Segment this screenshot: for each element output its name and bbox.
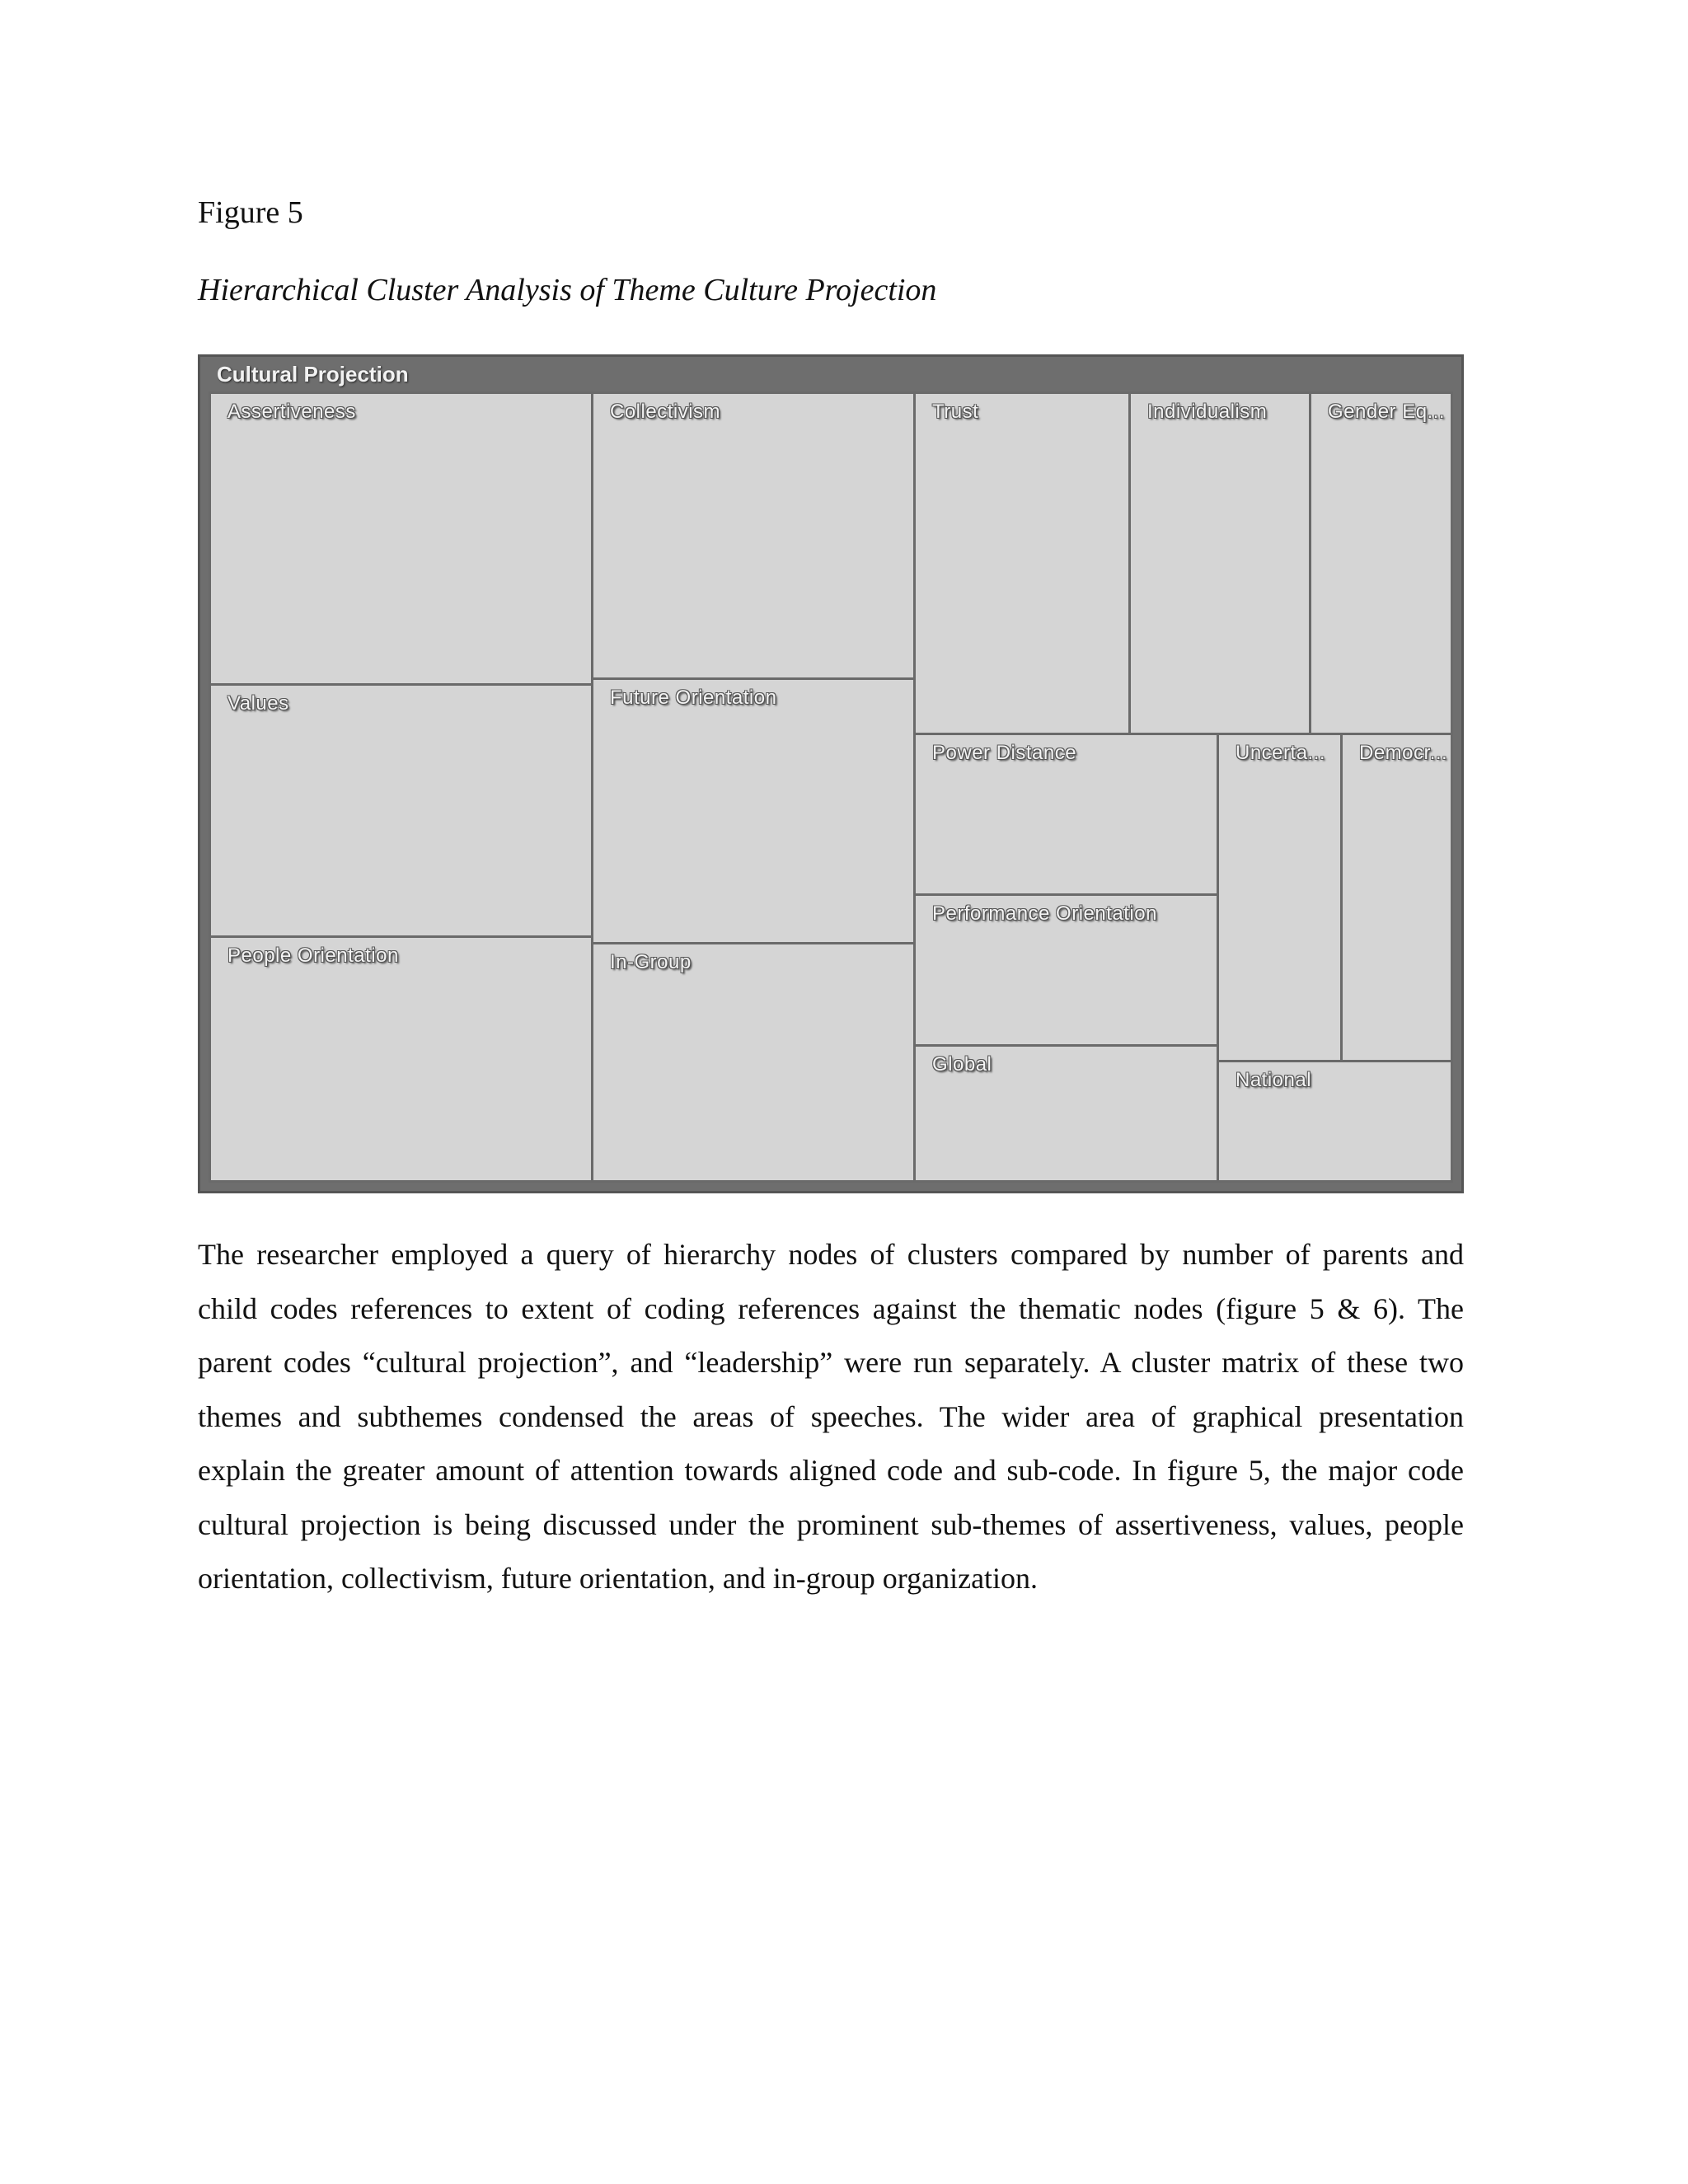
- treemap-node-democracy[interactable]: [1340, 733, 1453, 1062]
- paragraph-line: orientation, collectivism, future orientation, and in-group organization.: [198, 1562, 1039, 1595]
- treemap-node-uncertainty-avoidance[interactable]: [1217, 733, 1343, 1062]
- treemap-chart: [198, 354, 1464, 1193]
- treemap-area: [209, 391, 1453, 1183]
- node-label: In-Group: [610, 951, 692, 973]
- treemap-node-global[interactable]: [913, 1044, 1219, 1183]
- node-label: Values: [227, 692, 289, 715]
- node-label: Future Orientation: [610, 687, 777, 709]
- treemap-node-gender-equality[interactable]: [1309, 391, 1453, 735]
- treemap-node-collectivism[interactable]: [591, 391, 916, 680]
- paragraph-line: parent codes “cultural projection”, and “leadership” were run separately. A cluster matrix of these two: [198, 1346, 1464, 1379]
- node-label: Trust: [932, 401, 979, 423]
- node-label: Collectivism: [610, 401, 721, 423]
- node-label: People Orientation: [227, 944, 399, 967]
- treemap-node-performance-orientation[interactable]: [913, 893, 1219, 1047]
- treemap-node-national[interactable]: [1217, 1060, 1453, 1183]
- figure-number: Figure 5: [198, 195, 303, 230]
- node-label: National: [1236, 1069, 1312, 1091]
- treemap-node-people-orientation[interactable]: [209, 935, 593, 1183]
- node-label: Assertiveness: [227, 401, 356, 423]
- paragraph-line: explain the greater amount of attention towards aligned code and sub-code. In figure 5, the major code: [198, 1454, 1464, 1487]
- treemap-root-label: Cultural Projection: [217, 362, 409, 387]
- treemap-node-trust[interactable]: [913, 391, 1131, 735]
- treemap-node-power-distance[interactable]: [913, 733, 1219, 896]
- node-label: Performance Orientation: [932, 902, 1157, 925]
- body-paragraph: [198, 1228, 1464, 1606]
- treemap-node-in-group[interactable]: [591, 942, 916, 1183]
- paragraph-line: themes and subthemes condensed the areas of speeches. The wider area of graphical presentation: [198, 1399, 1464, 1433]
- paragraph-line: cultural projection is being discussed under the prominent sub-themes of assertiveness, values, people: [198, 1507, 1464, 1541]
- treemap-node-values[interactable]: [209, 683, 593, 938]
- treemap-node-assertiveness[interactable]: [209, 391, 593, 686]
- figure-title: Hierarchical Cluster Analysis of Theme Culture Projection: [198, 273, 937, 307]
- node-label: Global: [932, 1053, 992, 1076]
- node-label: Power Distance: [932, 742, 1077, 764]
- treemap-node-individualism[interactable]: [1128, 391, 1311, 735]
- node-label: Gender Eq...: [1328, 401, 1446, 423]
- treemap-node-future-orientation[interactable]: [591, 677, 916, 944]
- node-label: Individualism: [1147, 401, 1268, 423]
- node-label: Uncerta...: [1236, 742, 1326, 764]
- paragraph-line: The researcher employed a query of hierarchy nodes of clusters compared by number of parents and: [198, 1238, 1464, 1271]
- paragraph-line: child codes references to extent of coding references against the thematic nodes (figure 5 & 6). The: [198, 1291, 1464, 1325]
- node-label: Democr...: [1359, 742, 1448, 764]
